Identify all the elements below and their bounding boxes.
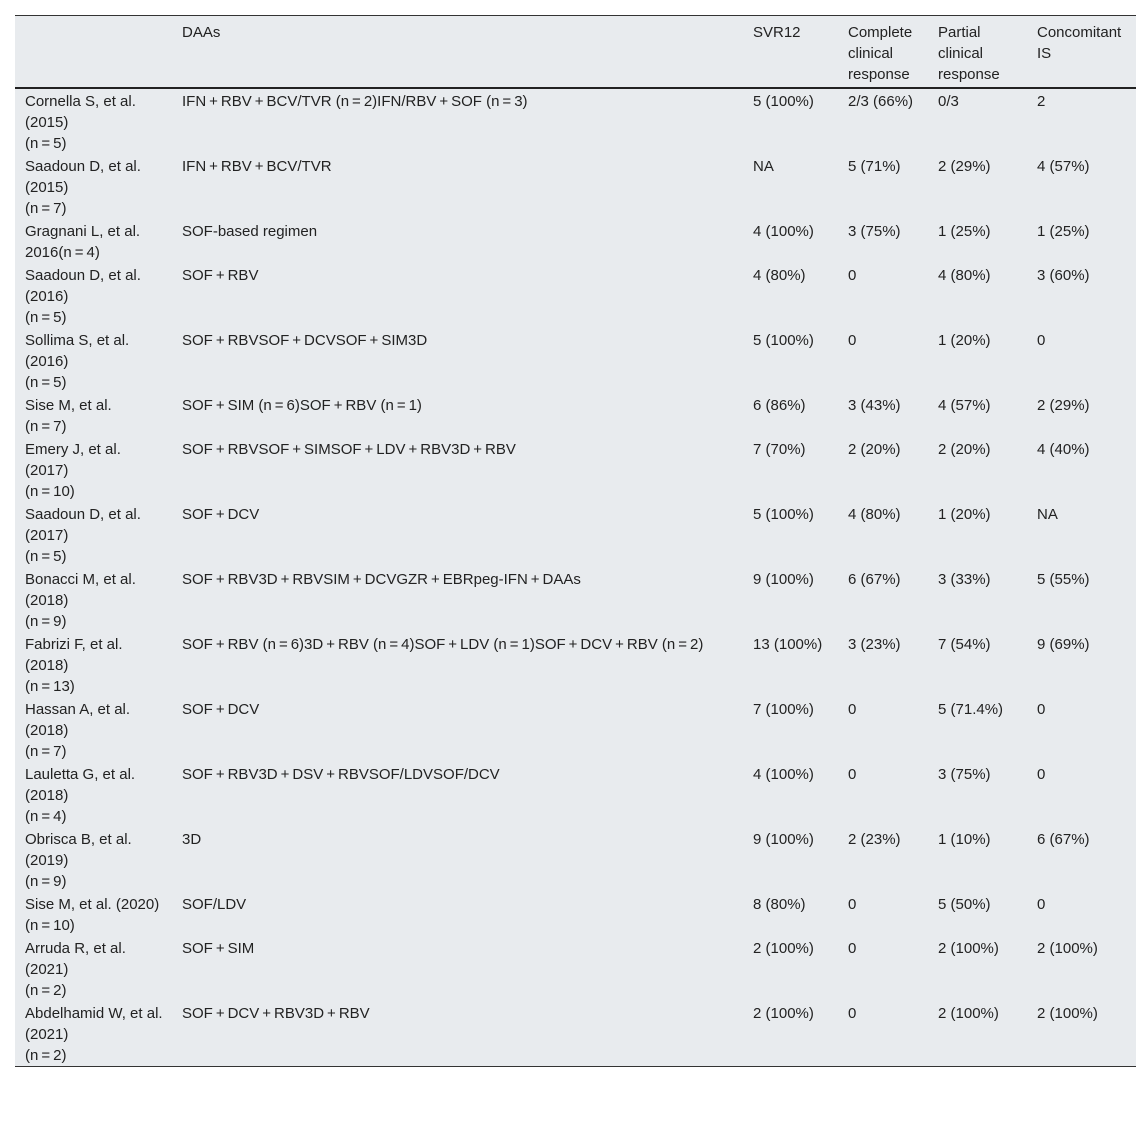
table-row — [15, 632, 1136, 697]
cell-partial-response: 2 (20%) — [938, 441, 991, 458]
cell-complete-response: 6 (67%) — [848, 571, 901, 588]
daa-study-table-container — [15, 15, 1136, 1067]
cell-daas: IFN + RBV + BCV/TVR — [182, 158, 332, 175]
cell-daas: SOF + RBVSOF + DCVSOF + SIM3D — [182, 332, 428, 349]
cell-partial-response: 5 (71.4%) — [938, 701, 1004, 718]
header-partial-response: Partial clinical response — [928, 16, 1027, 88]
cell-partial-response: 2 (100%) — [938, 1005, 999, 1022]
cell-svr12: 4 (100%) — [753, 223, 814, 240]
cell-study: Hassan A, et al. (2018) (n = 7) — [25, 701, 131, 760]
cell-partial-response: 1 (25%) — [938, 223, 991, 240]
cell-study: Sise M, et al. (2020) (n = 10) — [25, 896, 160, 934]
header-daas: DAAs — [172, 16, 743, 88]
cell-daas: SOF/LDV — [182, 896, 247, 913]
cell-partial-response: 1 (20%) — [938, 506, 991, 523]
table-row — [15, 936, 1136, 1001]
cell-concomitant-is: 2 — [1037, 93, 1046, 110]
cell-study: Fabrizi F, et al. (2018) (n = 13) — [25, 636, 123, 695]
cell-svr12: 5 (100%) — [753, 93, 814, 110]
table-row — [15, 697, 1136, 762]
cell-complete-response: 0 — [848, 896, 857, 913]
cell-complete-response: 3 (23%) — [848, 636, 901, 653]
header-row — [15, 16, 1136, 88]
cell-study: Bonacci M, et al. (2018) (n = 9) — [25, 571, 136, 630]
table-row — [15, 762, 1136, 827]
cell-concomitant-is: 0 — [1037, 701, 1046, 718]
table-header — [15, 16, 1136, 88]
cell-svr12: 7 (100%) — [753, 701, 814, 718]
cell-study: Sollima S, et al. (2016) (n = 5) — [25, 332, 130, 391]
cell-study: Saadoun D, et al. (2017) (n = 5) — [25, 506, 141, 565]
table-row — [15, 219, 1136, 263]
cell-partial-response: 2 (100%) — [938, 940, 999, 957]
cell-svr12: NA — [753, 158, 774, 175]
cell-daas: SOF + RBVSOF + SIMSOF + LDV + RBV3D + RBV — [182, 441, 516, 458]
cell-study: Abdelhamid W, et al. (2021) (n = 2) — [25, 1005, 163, 1064]
cell-partial-response: 3 (75%) — [938, 766, 991, 783]
cell-concomitant-is: 0 — [1037, 766, 1046, 783]
cell-partial-response: 4 (80%) — [938, 267, 991, 284]
cell-partial-response: 0/3 — [938, 93, 959, 110]
cell-daas: IFN + RBV + BCV/TVR (n = 2)IFN/RBV + SOF (n = 3) — [182, 93, 528, 110]
cell-concomitant-is: 2 (29%) — [1037, 397, 1090, 414]
table-row — [15, 328, 1136, 393]
cell-svr12: 5 (100%) — [753, 332, 814, 349]
cell-partial-response: 2 (29%) — [938, 158, 991, 175]
cell-concomitant-is: 2 (100%) — [1037, 1005, 1098, 1022]
cell-complete-response: 2 (23%) — [848, 831, 901, 848]
cell-daas: SOF + SIM — [182, 940, 255, 957]
table-row — [15, 393, 1136, 437]
cell-daas: SOF + RBV — [182, 267, 259, 284]
cell-concomitant-is: 0 — [1037, 896, 1046, 913]
cell-concomitant-is: 6 (67%) — [1037, 831, 1090, 848]
cell-svr12: 8 (80%) — [753, 896, 806, 913]
cell-daas: SOF + DCV + RBV3D + RBV — [182, 1005, 370, 1022]
cell-svr12: 2 (100%) — [753, 1005, 814, 1022]
cell-complete-response: 3 (43%) — [848, 397, 901, 414]
cell-svr12: 9 (100%) — [753, 571, 814, 588]
cell-svr12: 5 (100%) — [753, 506, 814, 523]
cell-complete-response: 3 (75%) — [848, 223, 901, 240]
cell-partial-response: 1 (10%) — [938, 831, 991, 848]
table-row — [15, 567, 1136, 632]
cell-daas: SOF + SIM (n = 6)SOF + RBV (n = 1) — [182, 397, 422, 414]
cell-svr12: 4 (80%) — [753, 267, 806, 284]
cell-study: Lauletta G, et al. (2018) (n = 4) — [25, 766, 136, 825]
cell-svr12: 4 (100%) — [753, 766, 814, 783]
cell-partial-response: 1 (20%) — [938, 332, 991, 349]
table-body — [15, 88, 1136, 1066]
cell-daas: SOF + RBV (n = 6)3D + RBV (n = 4)SOF + LDV (n = 1)SOF + DCV + RBV (n = 2) — [182, 636, 704, 653]
table-row — [15, 892, 1136, 936]
cell-concomitant-is: 3 (60%) — [1037, 267, 1090, 284]
cell-daas: SOF + DCV — [182, 701, 260, 718]
cell-study: Saadoun D, et al. (2015) (n = 7) — [25, 158, 141, 217]
cell-complete-response: 0 — [848, 267, 857, 284]
cell-complete-response: 0 — [848, 940, 857, 957]
cell-complete-response: 2 (20%) — [848, 441, 901, 458]
cell-concomitant-is: 2 (100%) — [1037, 940, 1098, 957]
cell-complete-response: 0 — [848, 332, 857, 349]
cell-svr12: 13 (100%) — [753, 636, 823, 653]
cell-complete-response: 2/3 (66%) — [848, 93, 914, 110]
cell-partial-response: 4 (57%) — [938, 397, 991, 414]
cell-concomitant-is: 4 (40%) — [1037, 441, 1090, 458]
cell-study: Saadoun D, et al. (2016) (n = 5) — [25, 267, 141, 326]
cell-concomitant-is: 1 (25%) — [1037, 223, 1090, 240]
cell-daas: SOF + DCV — [182, 506, 260, 523]
cell-study: Arruda R, et al. (2021) (n = 2) — [25, 940, 126, 999]
cell-complete-response: 0 — [848, 701, 857, 718]
cell-daas: SOF + RBV3D + DSV + RBVSOF/LDVSOF/DCV — [182, 766, 500, 783]
table-row — [15, 1001, 1136, 1066]
header-study — [15, 16, 172, 88]
cell-concomitant-is: 4 (57%) — [1037, 158, 1090, 175]
cell-study: Cornella S, et al. (2015) (n = 5) — [25, 93, 136, 152]
header-svr12: SVR12 — [743, 16, 838, 88]
cell-svr12: 2 (100%) — [753, 940, 814, 957]
cell-study: Obrisca B, et al. (2019) (n = 9) — [25, 831, 132, 890]
table-row — [15, 827, 1136, 892]
cell-complete-response: 5 (71%) — [848, 158, 901, 175]
cell-study: Gragnani L, et al. 2016(n = 4) — [25, 223, 141, 261]
cell-svr12: 6 (86%) — [753, 397, 806, 414]
table-row — [15, 154, 1136, 219]
daa-study-table — [15, 16, 1136, 1066]
cell-study: Sise M, et al. (n = 7) — [25, 397, 112, 435]
cell-complete-response: 0 — [848, 1005, 857, 1022]
cell-concomitant-is: 5 (55%) — [1037, 571, 1090, 588]
cell-complete-response: 4 (80%) — [848, 506, 901, 523]
cell-partial-response: 7 (54%) — [938, 636, 991, 653]
table-row — [15, 437, 1136, 502]
cell-partial-response: 5 (50%) — [938, 896, 991, 913]
cell-daas: 3D — [182, 831, 202, 848]
cell-complete-response: 0 — [848, 766, 857, 783]
cell-daas: SOF-based regimen — [182, 223, 318, 240]
cell-daas: SOF + RBV3D + RBVSIM + DCVGZR + EBRpeg-IFN + DAAs — [182, 571, 581, 588]
cell-svr12: 7 (70%) — [753, 441, 806, 458]
header-complete-response: Complete clinical response — [838, 16, 928, 88]
cell-svr12: 9 (100%) — [753, 831, 814, 848]
table-row — [15, 502, 1136, 567]
header-concomitant-is: Concomitant IS — [1027, 16, 1136, 88]
table-row — [15, 263, 1136, 328]
cell-concomitant-is: 9 (69%) — [1037, 636, 1090, 653]
cell-concomitant-is: 0 — [1037, 332, 1046, 349]
cell-study: Emery J, et al. (2017) (n = 10) — [25, 441, 121, 500]
table-row — [15, 88, 1136, 154]
cell-partial-response: 3 (33%) — [938, 571, 991, 588]
cell-concomitant-is: NA — [1037, 506, 1058, 523]
